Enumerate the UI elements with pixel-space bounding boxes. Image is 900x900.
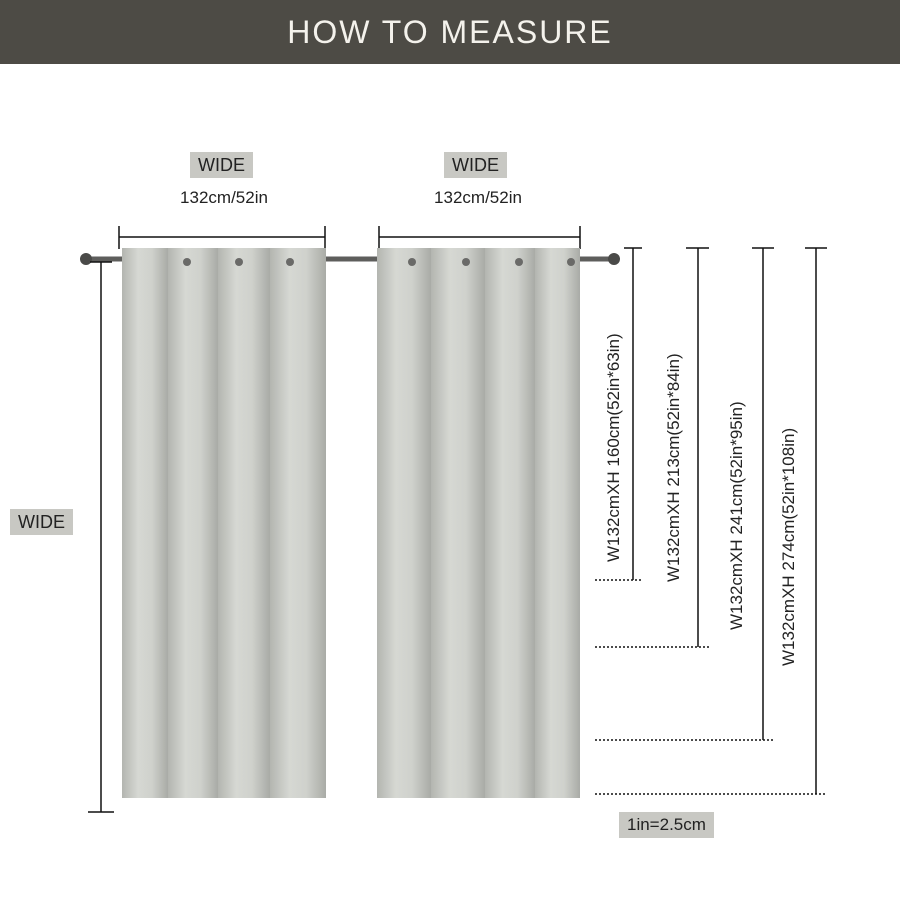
unit-conversion-tag: 1in=2.5cm <box>619 812 714 838</box>
curtain-panel-left <box>122 248 326 798</box>
length-label-241: W132cmXH 241cm(52in*95in) <box>727 401 746 630</box>
panel-1-width-text: 132cm/52in <box>180 188 268 207</box>
page-title: HOW TO MEASURE <box>0 0 900 64</box>
side-height-dimension <box>88 262 114 812</box>
panel-2-width-dimension <box>379 226 580 249</box>
length-label-160: W132cmXH 160cm(52in*63in) <box>604 333 623 562</box>
side-wide-tag: WIDE <box>10 509 73 535</box>
panel-1-width-dimension <box>119 226 325 249</box>
panel-2-width-text: 132cm/52in <box>434 188 522 207</box>
length-label-213: W132cmXH 213cm(52in*84in) <box>664 353 683 582</box>
curtain-panel-right <box>377 248 580 798</box>
panel-1-wide-tag: WIDE <box>190 152 253 178</box>
panel-2-wide-tag: WIDE <box>444 152 507 178</box>
length-label-274: W132cmXH 274cm(52in*108in) <box>779 427 798 666</box>
